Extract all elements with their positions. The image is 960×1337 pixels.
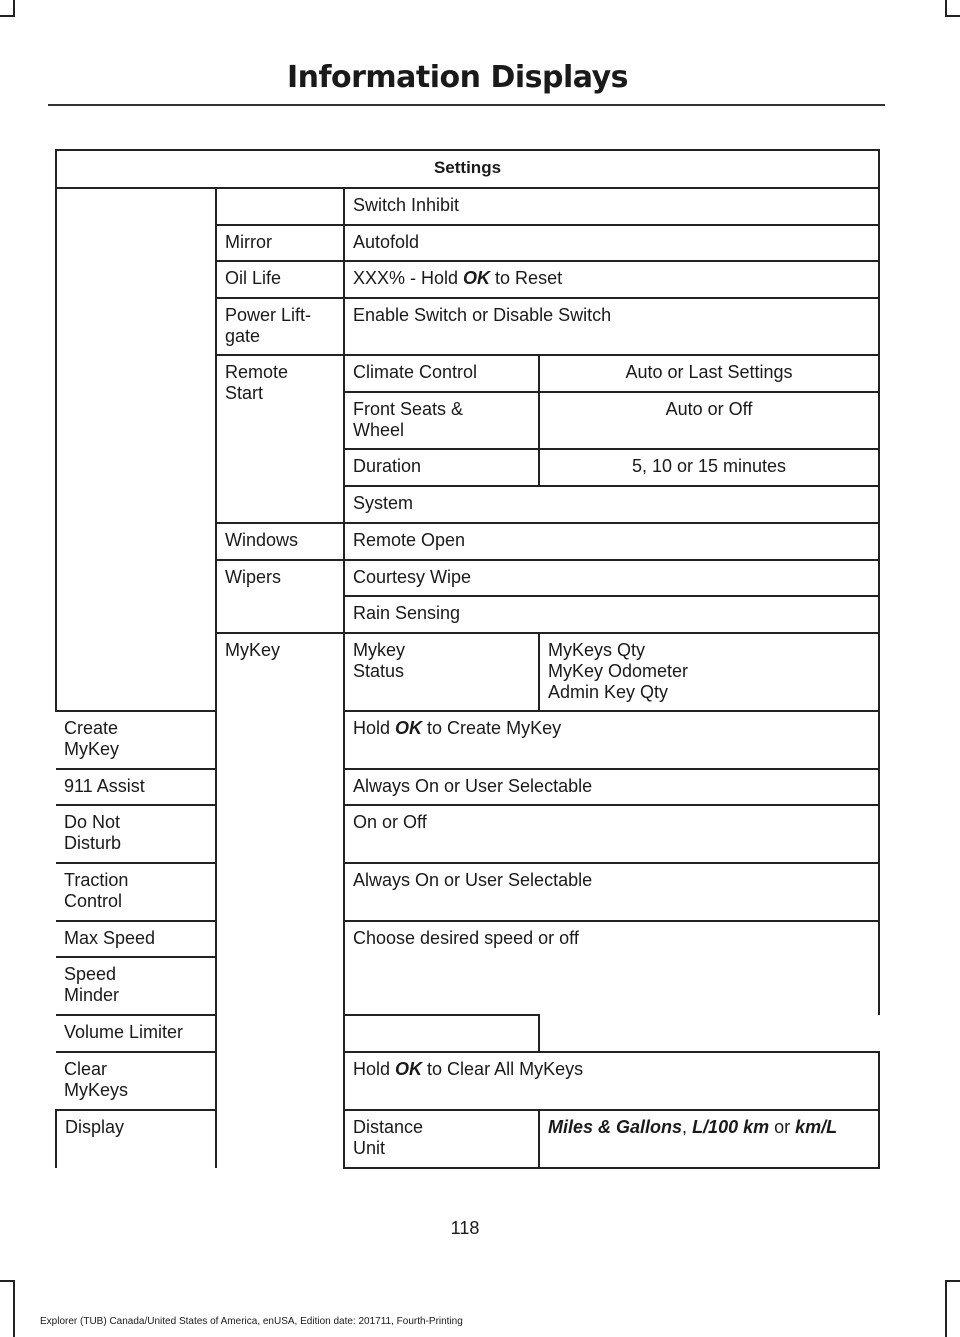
table-cell bbox=[56, 957, 216, 1015]
table-cell: On or Off bbox=[344, 805, 879, 863]
ok-button-label: OK bbox=[395, 1059, 423, 1079]
table-caption: Settings bbox=[56, 150, 879, 188]
table-cell: Windows bbox=[216, 523, 344, 560]
text: Status bbox=[353, 661, 405, 681]
text: MyKeys bbox=[64, 1080, 129, 1100]
table-cell bbox=[344, 1052, 879, 1110]
table-cell: Display bbox=[56, 1110, 216, 1168]
table-cell: 5, 10 or 15 minutes bbox=[539, 449, 879, 486]
table-cell: Max Speed bbox=[56, 921, 216, 957]
text: Unit bbox=[353, 1138, 386, 1158]
table-cell bbox=[539, 633, 879, 711]
table-cell: Climate Control bbox=[344, 355, 539, 392]
table-cell: Always On or User Selectable bbox=[344, 769, 879, 805]
table-cell bbox=[216, 355, 344, 523]
text: Admin Key Qty bbox=[548, 682, 669, 702]
text: Control bbox=[64, 891, 123, 911]
table-cell: 911 Assist bbox=[56, 769, 216, 805]
crop-mark-bottom-right bbox=[945, 1280, 960, 1282]
text: Minder bbox=[64, 985, 120, 1005]
text: Disturb bbox=[64, 833, 122, 853]
table-cell: Oil Life bbox=[216, 261, 344, 298]
text: Distance bbox=[353, 1117, 424, 1137]
text: Mykey bbox=[353, 640, 406, 660]
crop-mark-top-right bbox=[945, 15, 960, 17]
ok-button-label: OK bbox=[463, 268, 491, 288]
text: Front Seats & bbox=[353, 399, 464, 419]
text: Do Not bbox=[64, 812, 121, 832]
text: Speed bbox=[64, 964, 117, 984]
text: to Clear All MyKeys bbox=[422, 1059, 584, 1079]
text: Start bbox=[225, 383, 264, 403]
table-cell: Courtesy Wipe bbox=[344, 560, 879, 596]
table-cell: Volume Limiter bbox=[56, 1015, 539, 1052]
table-cell: Autofold bbox=[344, 225, 879, 261]
text: gate bbox=[225, 326, 261, 346]
text: , bbox=[682, 1117, 693, 1137]
text: XXX% - Hold bbox=[353, 268, 464, 288]
text: MyKeys Qty bbox=[548, 640, 646, 660]
text: MyKey Odometer bbox=[548, 661, 689, 681]
text: Miles & Gallons bbox=[548, 1117, 683, 1137]
page-title: Information Displays bbox=[286, 60, 628, 95]
table-cell: Mirror bbox=[216, 225, 344, 261]
table-cell: Auto or Off bbox=[539, 392, 879, 449]
text: to Reset bbox=[490, 268, 563, 288]
table-cell: Choose desired speed or off bbox=[344, 921, 879, 1015]
table-cell: Switch Inhibit bbox=[344, 188, 879, 225]
text: Hold bbox=[353, 718, 396, 738]
text: Power Lift- bbox=[225, 305, 312, 325]
text: MyKey bbox=[64, 739, 120, 759]
table-cell bbox=[56, 1052, 216, 1110]
table-cell: Duration bbox=[344, 449, 539, 486]
crop-mark-bottom-left bbox=[0, 1280, 15, 1282]
text: km/L bbox=[795, 1117, 838, 1137]
table-cell bbox=[216, 298, 344, 355]
text: to Create MyKey bbox=[422, 718, 562, 738]
table-cell: Rain Sensing bbox=[344, 596, 879, 633]
header-divider bbox=[48, 104, 885, 106]
text: Traction bbox=[64, 870, 129, 890]
page-number: 118 bbox=[450, 1218, 480, 1238]
text: Remote bbox=[225, 362, 289, 382]
table-cell bbox=[539, 1110, 879, 1168]
text: Wheel bbox=[353, 420, 405, 440]
table-cell: Always On or User Selectable bbox=[344, 863, 879, 921]
table-cell bbox=[56, 711, 216, 769]
table-cell bbox=[344, 261, 879, 298]
ok-button-label: OK bbox=[395, 718, 423, 738]
table-cell: Remote Open bbox=[344, 523, 879, 560]
table-cell bbox=[56, 805, 216, 863]
footer-text: Explorer (TUB) Canada/United States of America, enUSA, Edition date: 201711, Fourth-Printing bbox=[40, 1316, 463, 1327]
crop-mark-bottom-right bbox=[945, 1280, 947, 1337]
table-cell bbox=[56, 863, 216, 921]
table-cell: Wipers bbox=[216, 560, 344, 633]
table-cell bbox=[344, 711, 879, 769]
table-cell-empty bbox=[216, 188, 344, 225]
table-cell: Enable Switch or Disable Switch bbox=[344, 298, 879, 355]
table-cell: Auto or Last Settings bbox=[539, 355, 879, 392]
table-cell-empty bbox=[56, 188, 216, 711]
table-cell bbox=[344, 392, 539, 449]
table-cell bbox=[344, 633, 539, 711]
text: Clear bbox=[64, 1059, 108, 1079]
settings-table bbox=[55, 149, 880, 1169]
table-cell bbox=[344, 1110, 539, 1168]
crop-mark-top-left bbox=[0, 15, 15, 17]
text: or bbox=[769, 1117, 796, 1137]
text: Hold bbox=[353, 1059, 396, 1079]
text: L/100 km bbox=[692, 1117, 770, 1137]
text: Create bbox=[64, 718, 119, 738]
crop-mark-bottom-left bbox=[13, 1280, 15, 1337]
table-cell: MyKey bbox=[216, 633, 344, 1168]
table-cell: System bbox=[344, 486, 879, 523]
